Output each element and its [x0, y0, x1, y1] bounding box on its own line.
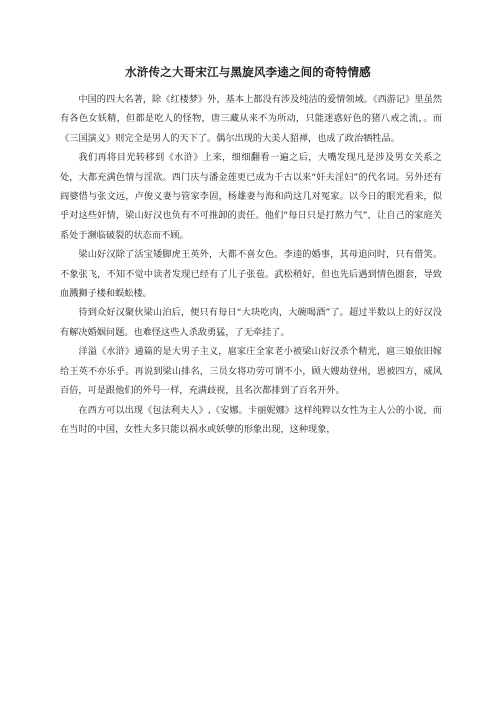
paragraph-4: 待到众好汉聚伙梁山泊后，便只有每日“大块吃肉，大碗喝酒”了。超过半数以上的好汉没有解决婚姻问题。也难怪这些人杀敌勇猛，了无牵挂了。	[60, 307, 442, 338]
paragraph-6: 在西方可以出现《包法利夫人》,《安娜。卡丽妮娜》这样纯粹以女性为主人公的小说，而在当时的中国，女性大多只能以祸水或妖孽的形象出现，这种现象，	[60, 404, 442, 435]
paragraph-2: 我们再将目光转移到《水浒》上来，细细翻看一遍之后，大嘴发现凡是涉及男女关系之处，大都充满色情与淫欲。西门庆与潘金莲更已成为千古以来“奸夫淫妇”的代名词。另外还有阎婆惜与张文远，卢俊义妻与管家李固，杨雄妻与海和尚这几对冤家。以今日的眼光看来，似乎对这些奸情，梁山好汉也负有不可推卸的责任。他们“每日只是打熬力气”，让自己的家庭关系处于濒临破裂的状态而不顾。	[60, 152, 442, 241]
paragraph-3: 梁山好汉除了活宝矮脚虎王英外，大都不喜女色。李逵的婚事，其母追问时，只有借笑。不象张飞，不知不觉中读者发现已经有了儿子张苞。武松稍好，但也先后遇到情色圈套，导致血溅狮子楼和蜈蚣楼。	[60, 249, 442, 300]
document-body	[60, 90, 442, 439]
paragraph-1: 中国的四大名著，除《红楼梦》外，基本上都没有涉及纯洁的爱情领域。《西游记》里虽然有各色女妖精，但都是吃人的怪物，唐三藏从来不为所动，只能迷惑好色的猪八戒之流，。而《三国演义》则完全是男人的天下了。偶尔出现的大美人貂禅，也成了政治牺牲品。	[60, 94, 442, 144]
document-title: 水浒传之大哥宋江与黑旋风李逵之间的奇特情感	[125, 65, 371, 79]
paragraph-5: 洋溢《水浒》通篇的是大男子主义，扈家庄全家老小被梁山好汉杀个精光，扈三娘依旧嫁给王英不亦乐乎。再说到梁山排名，三员女将功劳可谓不小，顾大嫂劫登州，恩被四方，威风百倍，可是跟他们的外号一样，充满歧视，且名次都排到了百名开外。	[60, 346, 442, 397]
